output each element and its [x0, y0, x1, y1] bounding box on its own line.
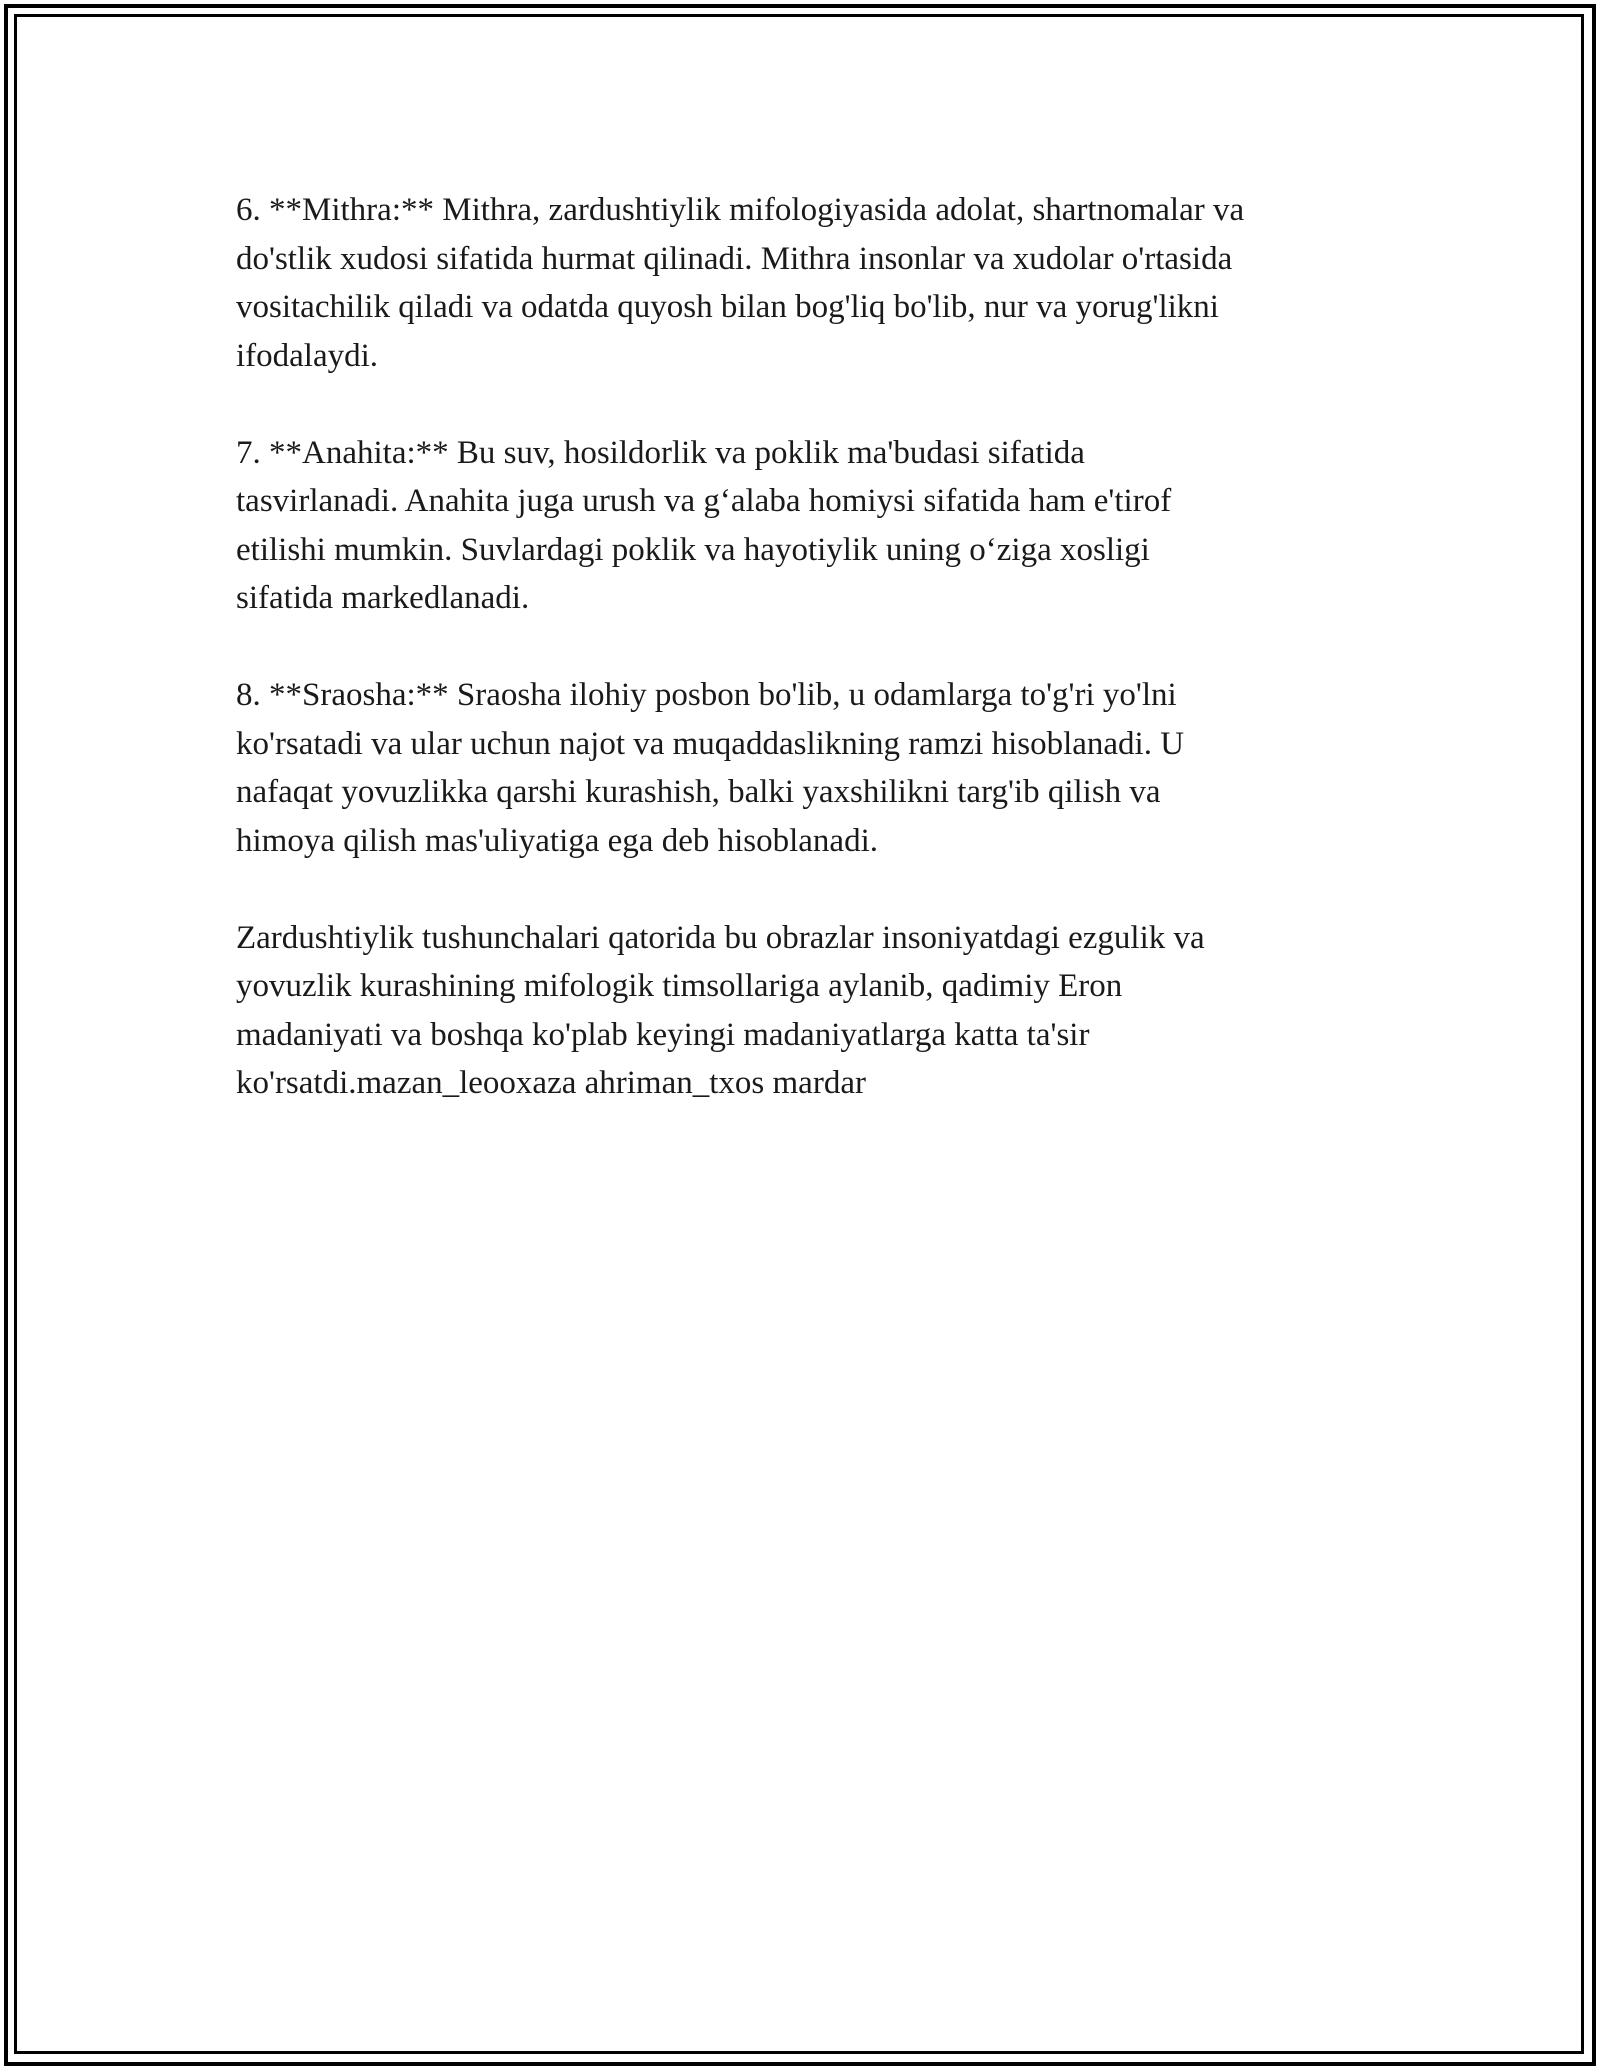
- paragraph-sraosha: 8. **Sraosha:** Sraosha ilohiy posbon bo'lib, u odamlarga to'g'ri yo'lni ko'rsatadi va ular uchun najot va muqaddaslikning ramzi hisoblanadi. U nafaqat yovuzlikka qarshi kurashish, balki yaxshilikni targ'ib qilish va himoya qilish mas'uliyatiga ega deb hisoblanadi.: [236, 677, 1185, 859]
- document-body: [236, 186, 1376, 1156]
- paragraph-anahita: 7. **Anahita:** Bu suv, hosildorlik va poklik ma'budasi sifatida tasvirlanadi. Anahita juga urush va g‘alaba homiysi sifatida ham e'tirof etilishi mumkin. Suvlardagi poklik va hayotiylik uning o‘ziga xosligi sifatida markedlanadi.: [236, 434, 1172, 616]
- paragraph-conclusion: Zardushtiylik tushunchalari qatorida bu obrazlar insoniyatdagi ezgulik va yovuzlik kurashining mifologik timsollariga aylanib, qadimiy Eron madaniyati va boshqa ko'plab keyingi madaniyatlarga katta ta'sir ko'rsatdi.mazan_leooxaza ahriman_txos mardar: [236, 919, 1205, 1101]
- paragraph-mithra: 6. **Mithra:** Mithra, zardushtiylik mifologiyasida adolat, shartnomalar va do'stlik xudosi sifatida hurmat qilinadi. Mithra insonlar va xudolar o'rtasida vositachilik qiladi va odatda quyosh bilan bog'liq bo'lib, nur va yorug'likni ifodalaydi.: [236, 192, 1245, 374]
